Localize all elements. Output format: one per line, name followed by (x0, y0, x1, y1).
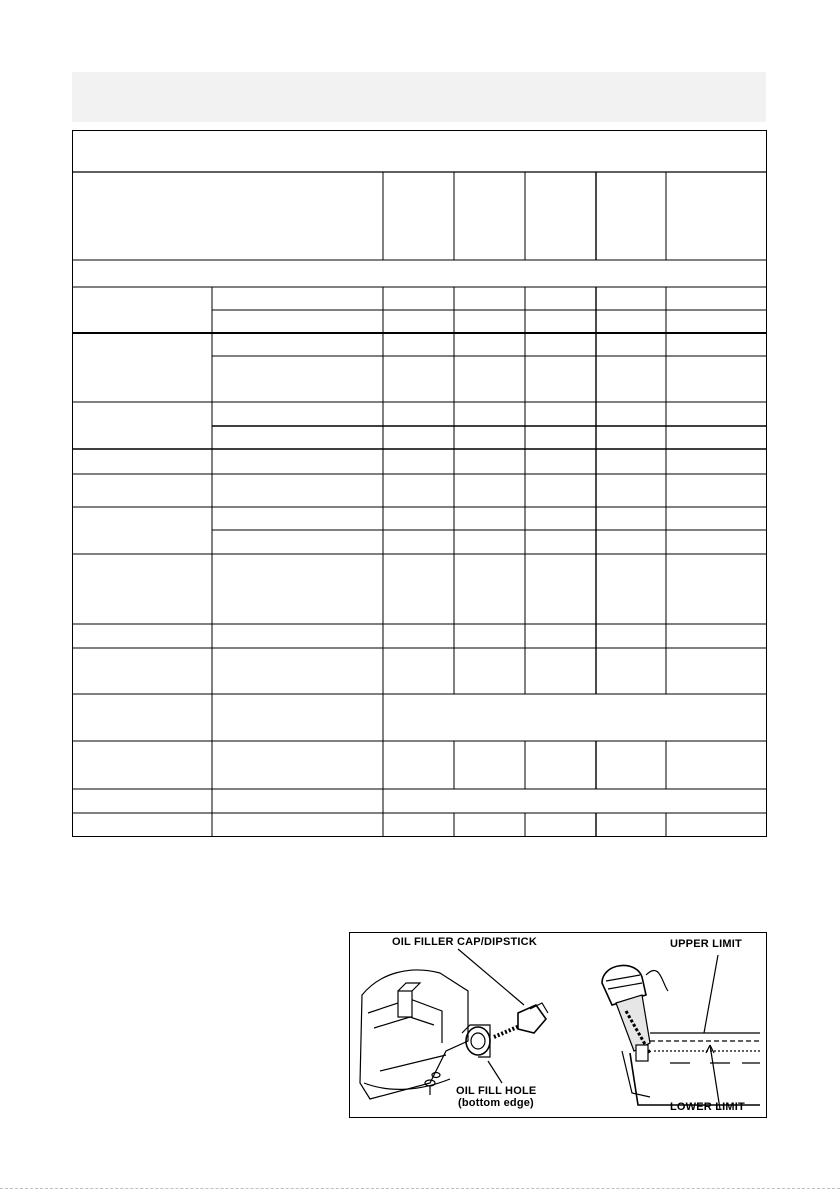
oil-fill-hole-note: (bottom edge) (458, 1097, 534, 1109)
oil-fill-hole-label: OIL FILL HOLE (456, 1085, 537, 1097)
oil-level-diagram (349, 932, 767, 1118)
upper-limit-label: UPPER LIMIT (670, 938, 742, 950)
oil-filler-cap-label: OIL FILLER CAP/DIPSTICK (392, 936, 537, 948)
lower-limit-label: LOWER LIMIT (670, 1101, 745, 1113)
table-grid (72, 130, 767, 837)
page-bottom-rule (0, 1188, 840, 1189)
section-header-bar (72, 72, 766, 122)
maintenance-schedule-table (72, 130, 767, 837)
oil-diagram-drawing (350, 933, 767, 1118)
